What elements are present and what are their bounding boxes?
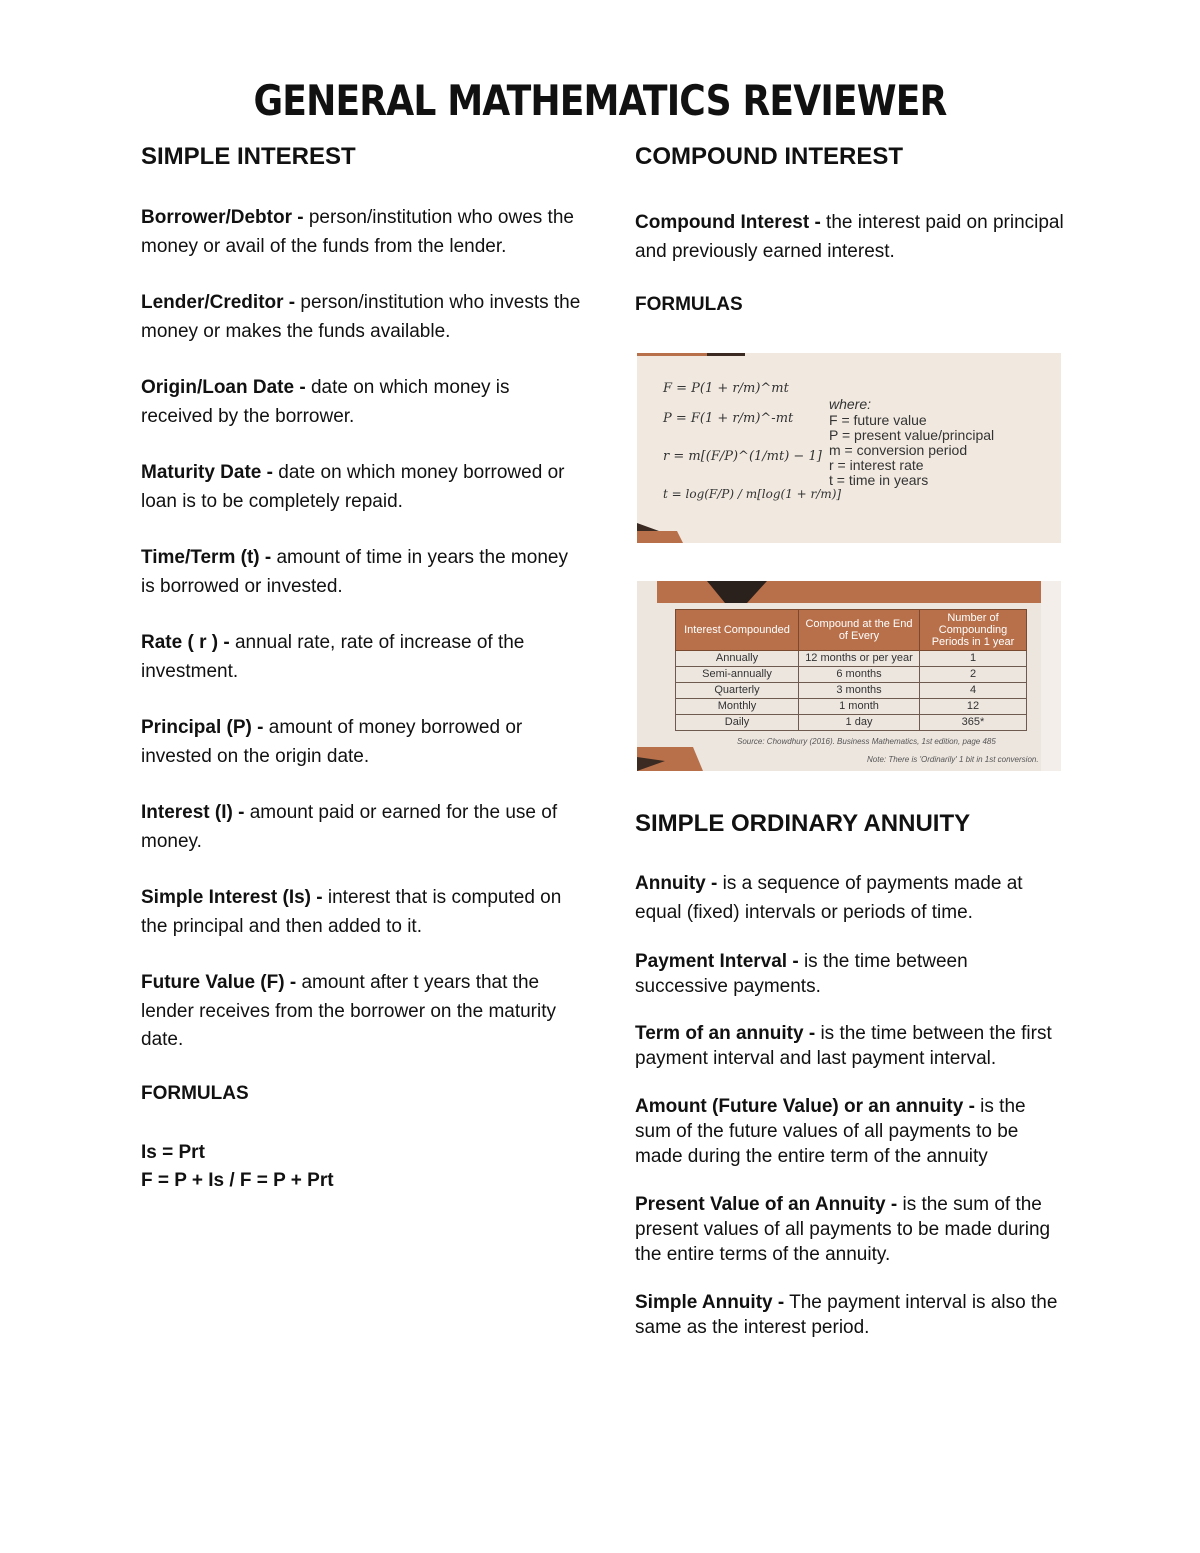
term-def: person/institution who invests the money or makes the funds available. bbox=[141, 292, 581, 342]
definition bbox=[635, 1094, 1065, 1169]
compound-interest-section bbox=[635, 143, 1065, 316]
term-def: amount after t years that the lender receives from the borrower on the maturity date. bbox=[141, 972, 557, 1050]
table-cell: Monthly bbox=[676, 699, 799, 715]
definition bbox=[141, 204, 581, 261]
term-def: annual rate, rate of increase of the investment. bbox=[141, 632, 525, 682]
definition bbox=[635, 949, 1065, 999]
compounding-table bbox=[675, 609, 1027, 731]
term-def: amount paid or earned for the use of money. bbox=[141, 802, 558, 852]
table-cell: 12 months or per year bbox=[799, 651, 920, 667]
term-label: Future Value (F) - bbox=[141, 972, 297, 993]
definition bbox=[141, 969, 581, 1055]
formulas-label: FORMULAS bbox=[635, 294, 743, 315]
term-label: Origin/Loan Date - bbox=[141, 377, 306, 398]
table-cell: 6 months bbox=[799, 667, 920, 683]
formula: Is = Prt bbox=[141, 1141, 205, 1163]
definition bbox=[141, 629, 581, 686]
table-cell: 3 months bbox=[799, 683, 920, 699]
table-header-row bbox=[676, 610, 1027, 651]
formula-eq: r = m[(F/P)^(1/mt) − 1] bbox=[663, 449, 822, 464]
table-cell: Daily bbox=[676, 715, 799, 731]
term-def: interest that is computed on the principal and then added to it. bbox=[141, 887, 562, 937]
definition bbox=[635, 1192, 1065, 1267]
table-cell: 2 bbox=[920, 667, 1027, 683]
table-row bbox=[676, 683, 1027, 699]
formulas-label: FORMULAS bbox=[141, 1082, 249, 1104]
table-row bbox=[676, 667, 1027, 683]
term-label: Simple Interest (Is) - bbox=[141, 887, 323, 908]
definition bbox=[141, 459, 581, 516]
table-cell: Quarterly bbox=[676, 683, 799, 699]
term-label: Annuity - bbox=[635, 873, 718, 894]
term-def: date on which money is received by the borrower. bbox=[141, 377, 510, 427]
compounding-table-image bbox=[637, 581, 1061, 771]
term-label: Time/Term (t) - bbox=[141, 547, 272, 568]
term-def: is a sequence of payments made at equal (fixed) intervals or periods of time. bbox=[635, 873, 1023, 923]
term-def: is the time between the first payment interval and last payment interval. bbox=[635, 1023, 1052, 1069]
definition bbox=[141, 289, 581, 346]
term-label: Lender/Creditor - bbox=[141, 292, 296, 313]
table-cell: 365* bbox=[920, 715, 1027, 731]
term-def: person/institution who owes the money or avail of the funds from the lender. bbox=[141, 207, 574, 257]
definition bbox=[141, 884, 581, 941]
table-note: Note: There is 'Ordinarily' 1 bit in 1st conversion. bbox=[867, 755, 1039, 764]
compound-formula-image bbox=[637, 353, 1061, 543]
term-label: Maturity Date - bbox=[141, 462, 273, 483]
term-def: date on which money borrowed or loan is to be completely repaid. bbox=[141, 462, 565, 512]
term-label: Rate ( r ) - bbox=[141, 632, 230, 653]
page-title: GENERAL MATHEMATICS REVIEWER bbox=[253, 76, 947, 125]
term-label: Amount (Future Value) or an annuity - bbox=[635, 1096, 975, 1117]
definition bbox=[635, 870, 1065, 927]
term-label: Compound Interest - bbox=[635, 212, 821, 233]
table-row bbox=[676, 651, 1027, 667]
term-def: amount of money borrowed or invested on the origin date. bbox=[141, 717, 523, 767]
table-cell: Annually bbox=[676, 651, 799, 667]
term-def: is the sum of the present values of all payments to be made during the entire terms of the annuity. bbox=[635, 1194, 1051, 1265]
term-def: is the time between successive payments. bbox=[635, 951, 968, 997]
where-label: where: bbox=[829, 396, 872, 412]
table-header: Number of Compounding Periods in 1 year bbox=[920, 610, 1027, 651]
table-source: Source: Chowdhury (2016). Business Mathematics, 1st edition, page 485 bbox=[737, 737, 996, 746]
term-label: Term of an annuity - bbox=[635, 1023, 816, 1044]
formula-eq: t = log(F/P) / m[log(1 + r/m)] bbox=[663, 487, 842, 501]
term-label: Payment Interval - bbox=[635, 951, 799, 972]
definition bbox=[635, 1021, 1065, 1071]
where-item: r = interest rate bbox=[829, 457, 924, 473]
definition bbox=[635, 209, 1065, 266]
definition bbox=[141, 544, 581, 601]
table-row bbox=[676, 715, 1027, 731]
where-item: P = present value/principal bbox=[829, 427, 995, 443]
formula-eq: P = F(1 + r/m)^-mt bbox=[663, 411, 794, 426]
term-def: The payment interval is also the same as the interest period. bbox=[635, 1292, 1058, 1338]
term-label: Present Value of an Annuity - bbox=[635, 1194, 898, 1215]
where-item: m = conversion period bbox=[829, 442, 968, 458]
annuity-section bbox=[635, 810, 1065, 1340]
formula-eq: F = P(1 + r/m)^mt bbox=[663, 381, 789, 396]
term-label: Interest (I) - bbox=[141, 802, 245, 823]
annuity-heading: SIMPLE ORDINARY ANNUITY bbox=[635, 810, 971, 837]
simple-interest-heading: SIMPLE INTEREST bbox=[141, 143, 356, 170]
table-cell: 1 day bbox=[799, 715, 920, 731]
table-cell: Semi-annually bbox=[676, 667, 799, 683]
table-header: Compound at the End of Every bbox=[799, 610, 920, 651]
term-def: the interest paid on principal and previously earned interest. bbox=[635, 212, 1064, 262]
table-row bbox=[676, 699, 1027, 715]
term-label: Principal (P) - bbox=[141, 717, 264, 738]
table-cell: 1 bbox=[920, 651, 1027, 667]
table-cell: 12 bbox=[920, 699, 1027, 715]
where-item: t = time in years bbox=[829, 472, 929, 488]
term-def: amount of time in years the money is borrowed or invested. bbox=[141, 547, 568, 597]
term-label: Simple Annuity - bbox=[635, 1292, 785, 1313]
term-def: is the sum of the future values of all payments to be made during the entire term of the annuity bbox=[635, 1096, 1026, 1167]
simple-interest-section bbox=[141, 143, 581, 1195]
table-header: Interest Compounded bbox=[676, 610, 799, 651]
table-cell: 4 bbox=[920, 683, 1027, 699]
compound-interest-heading: COMPOUND INTEREST bbox=[635, 143, 904, 170]
term-label: Borrower/Debtor - bbox=[141, 207, 304, 228]
definition bbox=[141, 799, 581, 856]
definition bbox=[141, 374, 581, 431]
formula: F = P + Is / F = P + Prt bbox=[141, 1169, 334, 1191]
definition bbox=[141, 714, 581, 771]
definition bbox=[635, 1290, 1065, 1340]
table-cell: 1 month bbox=[799, 699, 920, 715]
where-item: F = future value bbox=[829, 412, 927, 428]
